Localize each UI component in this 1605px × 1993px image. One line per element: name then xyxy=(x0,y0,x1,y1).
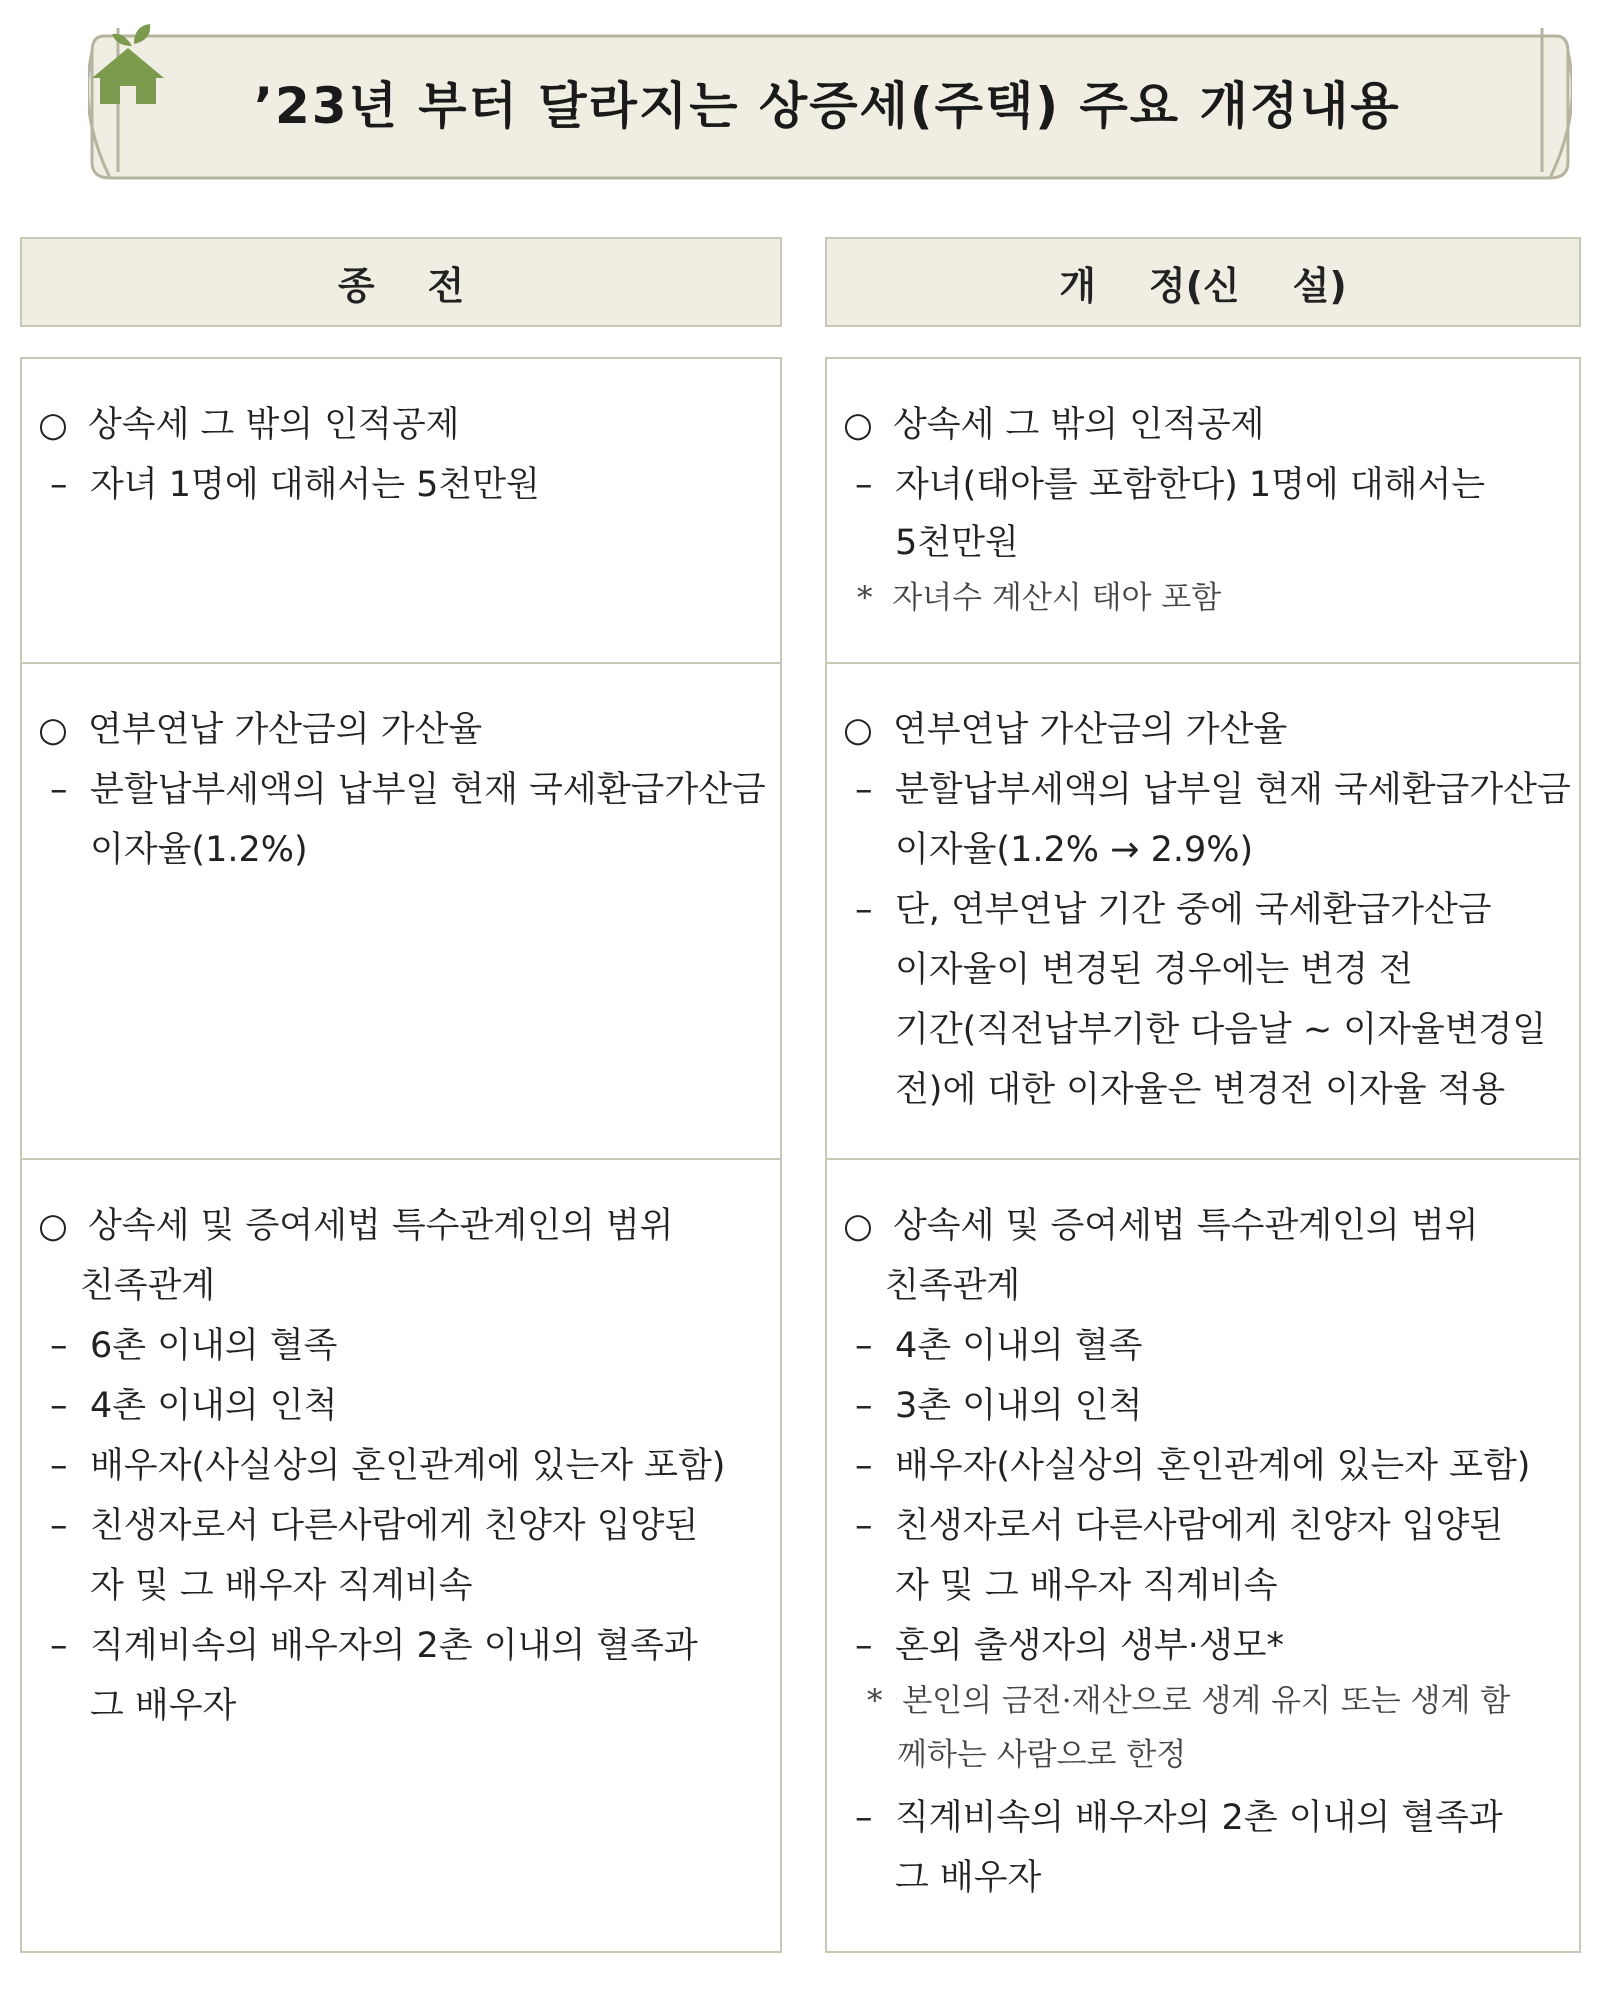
list-item-cont: 이자율(1.2% → 2.9%) xyxy=(895,830,1254,870)
item-heading: ○ 연부연납 가산금의 가산율 xyxy=(843,710,1288,750)
list-item-cont: 이자율이 변경된 경우에는 변경 전 xyxy=(895,950,1413,990)
list-item: – 혼외 출생자의 생부·생모* xyxy=(855,1626,1284,1666)
cell-before-installment-rate xyxy=(22,664,780,1160)
cell-before-related-party xyxy=(22,1160,780,1951)
item-heading-cont: 친족관계 xyxy=(80,1266,216,1306)
list-item: – 배우자(사실상의 혼인관계에 있는자 포함) xyxy=(50,1446,726,1486)
item-heading-cont: 친족관계 xyxy=(885,1266,1021,1306)
list-item-cont: 이자율(1.2%) xyxy=(90,830,308,870)
list-item: – 자녀 1명에 대해서는 5천만원 xyxy=(50,465,540,505)
list-item: – 친생자로서 다른사람에게 친양자 입양된 xyxy=(855,1506,1504,1546)
item-heading: ○ 연부연납 가산금의 가산율 xyxy=(38,710,483,750)
list-item: – 배우자(사실상의 혼인관계에 있는자 포함) xyxy=(855,1446,1531,1486)
cell-after-installment-rate xyxy=(827,664,1579,1160)
list-item: – 3촌 이내의 인척 xyxy=(855,1386,1143,1426)
list-item: – 4촌 이내의 혈족 xyxy=(855,1326,1143,1366)
cell-before-personal-deduction xyxy=(22,359,780,664)
list-item-cont: 기간(직전납부기한 다음날 ~ 이자율변경일 xyxy=(895,1010,1547,1050)
list-item-cont: 그 배우자 xyxy=(90,1686,237,1726)
list-item: – 자녀(태아를 포함한다) 1명에 대해서는 xyxy=(855,465,1486,505)
list-item: – 분할납부세액의 납부일 현재 국세환급가산금 xyxy=(855,770,1571,810)
list-item: – 직계비속의 배우자의 2촌 이내의 혈족과 xyxy=(855,1798,1503,1838)
list-item-cont: 그 배우자 xyxy=(895,1858,1042,1898)
list-item-cont: 전)에 대한 이자율은 변경전 이자율 적용 xyxy=(895,1070,1506,1110)
list-item-cont: 5천만원 xyxy=(895,523,1019,563)
list-item: – 6촌 이내의 혈족 xyxy=(50,1326,338,1366)
item-heading: ○ 상속세 및 증여세법 특수관계인의 범위 xyxy=(843,1206,1479,1246)
footnote-cont: 께하는 사람으로 한정 xyxy=(897,1737,1187,1773)
list-item: – 직계비속의 배우자의 2촌 이내의 혈족과 xyxy=(50,1626,698,1666)
list-item-cont: 자 및 그 배우자 직계비속 xyxy=(895,1566,1278,1606)
column-after xyxy=(825,357,1581,1953)
item-heading: ○ 상속세 및 증여세법 특수관계인의 범위 xyxy=(38,1206,674,1246)
header-after: 개 정(신 설) xyxy=(825,237,1581,327)
title-banner xyxy=(88,22,1572,190)
item-heading: ○ 상속세 그 밖의 인적공제 xyxy=(843,405,1265,445)
list-item: – 분할납부세액의 납부일 현재 국세환급가산금 xyxy=(50,770,766,810)
cell-after-related-party xyxy=(827,1160,1579,1951)
list-item-cont: 자 및 그 배우자 직계비속 xyxy=(90,1566,473,1606)
list-item: – 4촌 이내의 인척 xyxy=(50,1386,338,1426)
cell-after-personal-deduction xyxy=(827,359,1579,664)
house-icon xyxy=(88,22,168,106)
page-title: ’23년 부터 달라지는 상증세(주택) 주요 개정내용 xyxy=(254,77,1401,135)
list-item: – 친생자로서 다른사람에게 친양자 입양된 xyxy=(50,1506,699,1546)
list-item: – 단, 연부연납 기간 중에 국세환급가산금 xyxy=(855,890,1492,930)
item-heading: ○ 상속세 그 밖의 인적공제 xyxy=(38,405,460,445)
footnote: * 본인의 금전·재산으로 생계 유지 또는 생계 함 xyxy=(867,1683,1511,1719)
header-before: 종 전 xyxy=(20,237,782,327)
column-before xyxy=(20,357,782,1953)
footnote: * 자녀수 계산시 태아 포함 xyxy=(857,580,1222,616)
